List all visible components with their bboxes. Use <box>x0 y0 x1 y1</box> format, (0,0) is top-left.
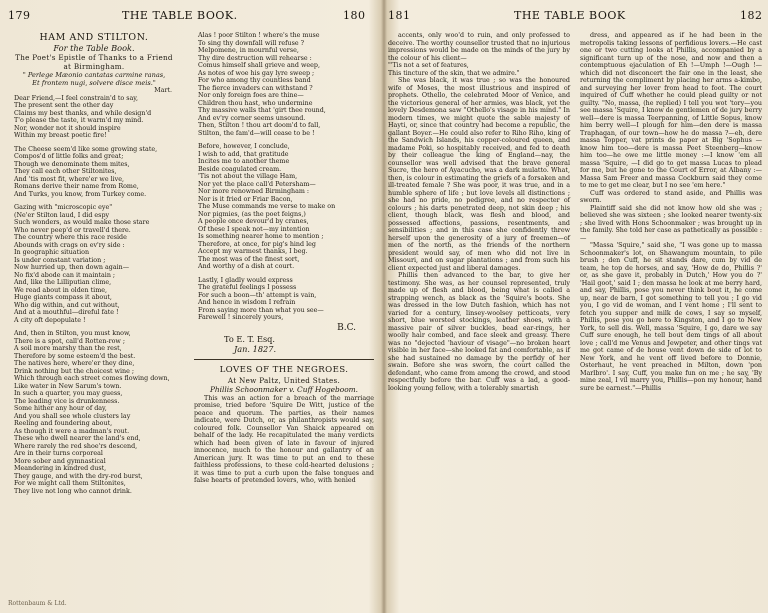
poem-column <box>194 32 374 322</box>
poem-line: For who among thy countless band <box>198 77 311 84</box>
poem-line: Meandering in kindred dust, <box>14 465 107 472</box>
page-number: 179 <box>8 9 31 22</box>
poem-line: Is under constant variation ; <box>14 256 106 264</box>
poem-line: And Turks, you know, from Turkey come. <box>14 190 147 198</box>
column-right <box>580 32 762 392</box>
poem-line: Some hither any hour of day, <box>14 405 107 412</box>
poem-line: For such a boon—th' attempt is vain, <box>198 291 317 299</box>
poem-line: Nor pigmies, (as the poet feigns,) <box>198 210 306 218</box>
poem-line: Dear Friend,—I feel constrain'd to say, <box>14 94 139 102</box>
poem-line: The present sent the other day <box>14 102 114 109</box>
poem-line: Drink nothing but the choicest wine ; <box>14 367 135 375</box>
poem-line: Stilton, the fam'd—will cease to be ! <box>198 129 315 137</box>
article-subtitle: At New Paltz, United States. <box>227 375 341 385</box>
poem-line: Now hurried up, then down again— <box>14 264 130 271</box>
paragraph: She was black, it was true ; so was the honoured wife of Moses, the most illustrious and inspired of prophets. Othello, the celebrated Moor of Venice, and the victorious general of her armies, was black, yet the lovely Desdemona saw "Othello's visage in his mind." In modern times, we might quote the sable majesty of Hayti, or, since that country had become a republic, the gallant Boyer.—He could also refer to Riho Riho, king of the Sandwich Islands, his copper-coloured queen, and madame Poki, so hospitably received, and fed to death by their colleague the king of England—nay, the counsellor was well advised that the brave general Sucre, the hero of Ayacucho, was a dark mulatto. What, then, is colour in estimating the griefs of a forsaken and ill-treated female ? She was poor, it was true, and in a humble sphere of life ; but love levels all distinctions ; she had no pride, no pedigree, and no respecter of colours ; his darts penetrated deep, not skin deep ; his client, though black, was flesh and blood, and possessed affections, passions, resentments, and sensibilities ; and in this case she confidently threw herself upon the generosity of a jury of freemen—of men of the north, as the friends of the northern president would say, of men who did not live in Missouri, and on sugar plantations ; and from such his client expected just and liberal damages. <box>388 77 570 272</box>
poem-line: And, like the Lilliputian clime, <box>14 279 112 286</box>
poem-line: And ev'ry corner seems unsound. <box>198 114 306 122</box>
poem-line: Therefore by some esteem'd the best. <box>14 352 136 360</box>
poem-line: As notes of woe his gay lyre sweep ; <box>198 69 315 77</box>
poem-line: The most was of the finest sort, <box>198 255 300 263</box>
motto-attribution: Mart. <box>154 87 172 94</box>
poem-line: A city oft depopulate ! <box>14 316 86 324</box>
poem-line: No fix'd abode can it maintain ; <box>14 271 116 279</box>
poem-line: Within my breast poetic fire! <box>14 132 107 139</box>
poem-line: For we might call them Stiltonites, <box>14 480 126 487</box>
poem-line: Reeling and foundering about, <box>14 420 113 427</box>
poem-line: Nor, wonder not it should inspire <box>14 124 121 132</box>
motto-line: " Perlege Mæonio cantatas carmine ranas, <box>22 71 166 79</box>
running-title: THE TABLE BOOK. <box>122 9 238 22</box>
poem-line: Incites me to another theme <box>198 158 290 165</box>
poem-line: Beside coagulated cream. <box>198 165 282 173</box>
poem-line: The Muse commands me verse to make on <box>198 203 336 210</box>
column-left <box>10 32 178 495</box>
poem-line: The grateful feelings I possess <box>198 284 297 291</box>
poem-line: Nor is it fried or Friar Bacon, <box>198 195 293 203</box>
poem-line: Claims my best thanks, and while design'd <box>14 109 152 117</box>
signature: B.C. <box>337 322 356 333</box>
poem-line: Nor only foreign foes are thine— <box>198 92 304 99</box>
poem-line: Farewell ! sincerely yours, <box>198 314 284 321</box>
poem-line: More sober and gymnastical <box>14 457 106 465</box>
poem-line: In geographic situation <box>14 249 90 256</box>
poem-line: Nor yet the place call'd Petersham— <box>198 180 316 188</box>
paragraph: Plaintiff said she did not know how old she was ; believed she was sixteen ; she looked nearer twenty-six ; she lived with Hons Schoonmaker ; was brought up in the family. She told her case as pathetically as possible :— <box>580 204 762 242</box>
paragraph: This was an action for a breach of the marriage promise, tried before 'Squire De Witt, justice of the peace and quorum. The parties, as their names indicate, were Dutch, or, as philanthropists would say, coloured folk. Counsellor Van Shaick appeared on behalf of the lady. He recapitulated the many verdicts which had been given of late in favour of injured innocence, much to the honour and gallantry of an American jury. It was time to put an end to these faithless professions, to these cold-hearted delusions ; it was time to put a curb upon the false tongues and false hearts of pretended lovers, who, with henied <box>194 394 374 484</box>
page-number: 182 <box>740 9 763 22</box>
poem-line: There is a spot, call'd Rotten-row ; <box>14 337 126 345</box>
poem-line: Such wonders, as would make those stare <box>14 219 150 226</box>
epistle-heading: The Poet's Epistle of Thanks to a Friend at Birmingham. <box>15 53 173 71</box>
poem-line: Before, however, I conclude, <box>198 143 290 150</box>
poem-line: Alas ! poor Stilton ! where's the muse <box>198 32 320 39</box>
page-number: 181 <box>388 9 411 22</box>
paragraph: "Massa 'Squire," said she, "I was gone up to massa Schoonmaker's lot, on Shawangum mountain, to pile brush ; den Cuff, he sit stands dare, cum by vid de team, he top de horses, and say, 'How de do, Phillis ?' or, as she gave it, probably in Dutch,' How you do ?' 'Hail goot,' said I ; den massa he look at me berry hard, and say, Phillis, pose you never think bout it, he come up, near de barn, I got something to tell you ; I go vid you, I go vid de woman, and I vent home ; I'll sent to fetch you supper and milk de cows, I say so myself, Phillis, pose you go here to Kingston, and I go to New York, to sell dis. Well, massa 'Squire, I go, dare we say Cuff sure enough, he tell bout dem tings of all about love ; call'd me Venus and Jewpeter, and other tings vat me got came of de house vent down de side of lot to New York, and he vent off lived before to Donnie, Osterhaut, he vent preached in Milton, down 'pon Marlbro'. I say, Cuff, you make fun on me ; he say, 'By mine zeal, I vil marry you, Phillis—pon my honour, hand sure be earnest."—Phillis <box>580 242 762 392</box>
poem-line: They live not long who cannot drink. <box>14 487 132 495</box>
poem-line: Comus himself shall grieve and weep, <box>198 62 320 69</box>
addressee: To E. T. Esq. <box>224 333 276 344</box>
poem-line: A people once devour'd by cranes, <box>198 218 309 225</box>
poem-line: And, then in Stilton, you must know, <box>14 330 131 337</box>
article-title: LOVES OF THE NEGROES. <box>219 364 349 375</box>
poem-line: Who dig within, and cut without, <box>14 301 120 309</box>
poem-line: Of these I speak not—my intention <box>198 225 310 233</box>
article-body <box>194 395 374 485</box>
column-left <box>388 32 570 392</box>
poem-line: Romans derive their name from Rome, <box>14 183 139 190</box>
poem-line: Compos'd of little folks and great; <box>14 153 124 160</box>
letter-date: Jan. 1827. <box>234 343 277 354</box>
poem-line: T'o please the taste, it warm'd my mind. <box>14 117 144 124</box>
poem-line: The natives here, where'er they dine, <box>14 360 135 367</box>
poem-line: To sing thy downfall will refuse ? <box>198 39 305 47</box>
poem-line: Accept my warmest thanks, I beg. <box>198 248 308 255</box>
poem-line: I wish to add, that gratitude <box>198 150 289 158</box>
watermark: Rottenbaum & Ltd. <box>8 600 67 607</box>
poem-line: And hence in wisdom I refrain <box>198 299 296 306</box>
poem-line: Which through each street comes flowing down, <box>14 375 170 382</box>
page-number: 180 <box>343 9 366 22</box>
poem-line: The Cheese seem'd like some growing state, <box>14 145 158 153</box>
poem-line: The country where this race reside <box>14 234 127 241</box>
poem-line: (Ne'er Stilton laud, I did espy <box>14 211 110 219</box>
column-right <box>194 32 374 485</box>
poem-line: And you shall see whole clusters lay <box>14 412 131 420</box>
poem-line: Thy massive walls that 'girt thee round, <box>198 107 326 114</box>
poem-line: They gauge, and with the dry-rod burst, <box>14 472 143 480</box>
article-title: HAM AND STILTON. <box>39 32 149 43</box>
paragraph: Phillis then advanced to the bar, to give her testimony. She was, as her counsel represented, truly made up of flesh and blood, being what is called a strapping wench, as black as the 'Squire's boots. She was dressed in the low Dutch fashion, which has not varied for a century, linsey-woolsey petticoats, very short, blue worsted stockings, leather shoes, with a massive pair of silver buckles, bead ear-rings, her woolly hair combed, and face sleek and greasy. There was no "dejected 'haviour of visage"—no broken heart visible in her face—she looked fat and comfortable, as if she had sustained no damage by the perfidy of her swain. Before she was sworn, the court called the defendant, who came from among the crowd, and stood respectfully before the bar. Cuff was a lad, a good-looking young fellow, with a tolerably smartish <box>388 272 570 392</box>
paragraph: accents, only woo'd to ruin, and only professed to deceive. The worthy counsellor trusted that no injurious impressions would be made on the minds of the jury by the colour of his client— <box>388 32 570 62</box>
poem-line: Who never peep'd or travell'd there. <box>14 226 131 234</box>
poem-line: From saying more than what you see— <box>198 306 324 314</box>
right-page <box>384 0 768 613</box>
poem-line: Children thou hast, who undermine <box>198 99 313 107</box>
poem-line: Though we denominate them mites, <box>14 160 130 168</box>
quotation: "'Tis not a set of features, This tincture of the skin, that we admire." <box>388 62 520 77</box>
poem-line: A soil more marshy than the rest, <box>14 345 122 352</box>
poem-line: Thy dire destruction will rehearse : <box>198 54 312 62</box>
poem-line: The fierce invaders can withstand ? <box>198 84 313 92</box>
poem-line: 'Tis not about the village Ham, <box>198 173 298 180</box>
divider-rule <box>194 359 374 360</box>
paragraph: dress, and appeared as if he had been in the metropolis taking lessons of perfidious lovers.—He cast one or two cutting looks at Phillis, accompanied by a significant turn up of the nose, and now and then a contemptuous ejaculation of Eh !—Umph !—Ough !—which did not disconcert the fair one in the least, she returning the compliment by placing her arms a-kimbo, and surveying her lover from head to foot. The court inquired of Cuff whether he could plead guilty or not guilty. "No, massa, (he replied) I tell you wot 'tory—you see massa 'Squire, I know de gentlemen of de jury berry well—dere is massa Teerpanning, of Little Sopus, know him berry well—I plough for him—den dere is massa Traphagan, of our town—how he do massa ?—eh, dere massa Topper, vat prints de paper at Big 'Sophus —know him too—dere is massa Peet Steenberg—know him too—he owe me little money :—I know 'em all massa 'Squire, —I did go to get massa Lucas to plead for me, but he gone to the Court of Error, at Albany :—Massa Sam Freer and massa Cockburn said they come to me to get me clear, but I no see 'em here." <box>580 32 762 189</box>
poem-line: And at a mouthful—direful fate ! <box>14 309 119 316</box>
poem-column <box>10 95 178 496</box>
poem-line: Therefore, at once, for pig's hind leg <box>198 240 316 248</box>
motto-line: Et frontem nugi, solvere disce meis." <box>32 79 156 87</box>
poem-line: Then, Stilton ! thou art doom'd to fall, <box>198 122 321 129</box>
poem-line: Where rarely the red shoe'rs descend, <box>14 442 138 450</box>
poem-line: As though it were a madman's rout. <box>14 427 130 435</box>
poem-line: And worthy of a dish at court. <box>198 263 295 270</box>
poem-line: Gazing with "microscopic eye" <box>14 204 113 211</box>
poem-line: And 'tis most fit, where'er we live, <box>14 175 125 183</box>
poem-line: Abounds with crags on ev'ry side : <box>14 241 125 249</box>
case-parties: Phillis Schoonmaker v. Cuff Hogeboom. <box>209 384 359 394</box>
poem-line: In such a quarter, you may guess, <box>14 390 123 397</box>
poem-line: Are in their turns corporeal <box>14 450 103 457</box>
paragraph: Cuff was ordered to stand aside, and Phillis was sworn. <box>580 189 762 204</box>
poem-line: They call each other Stiltonites, <box>14 168 117 175</box>
poem-line: Melpomene, in mournful verse, <box>198 47 299 54</box>
poem-line: Nor more renowned Birmingham : <box>198 188 310 195</box>
poem-line: These who dwell nearer the land's end, <box>14 435 141 442</box>
poem-line: Huge giants compass it about, <box>14 294 112 301</box>
poem-line: Is something nearer home to mention ; <box>198 233 324 240</box>
article-subtitle: For the Table Book. <box>53 43 135 53</box>
running-title: THE TABLE BOOK <box>514 9 626 22</box>
poem-line: Like water in New Sarum's town. <box>14 382 122 390</box>
poem-line: Lastly, I gladly would express <box>198 276 293 284</box>
poem-line: We read about in olden time, <box>14 286 107 294</box>
poem-line: The leading vice is drunkenness. <box>14 397 120 405</box>
